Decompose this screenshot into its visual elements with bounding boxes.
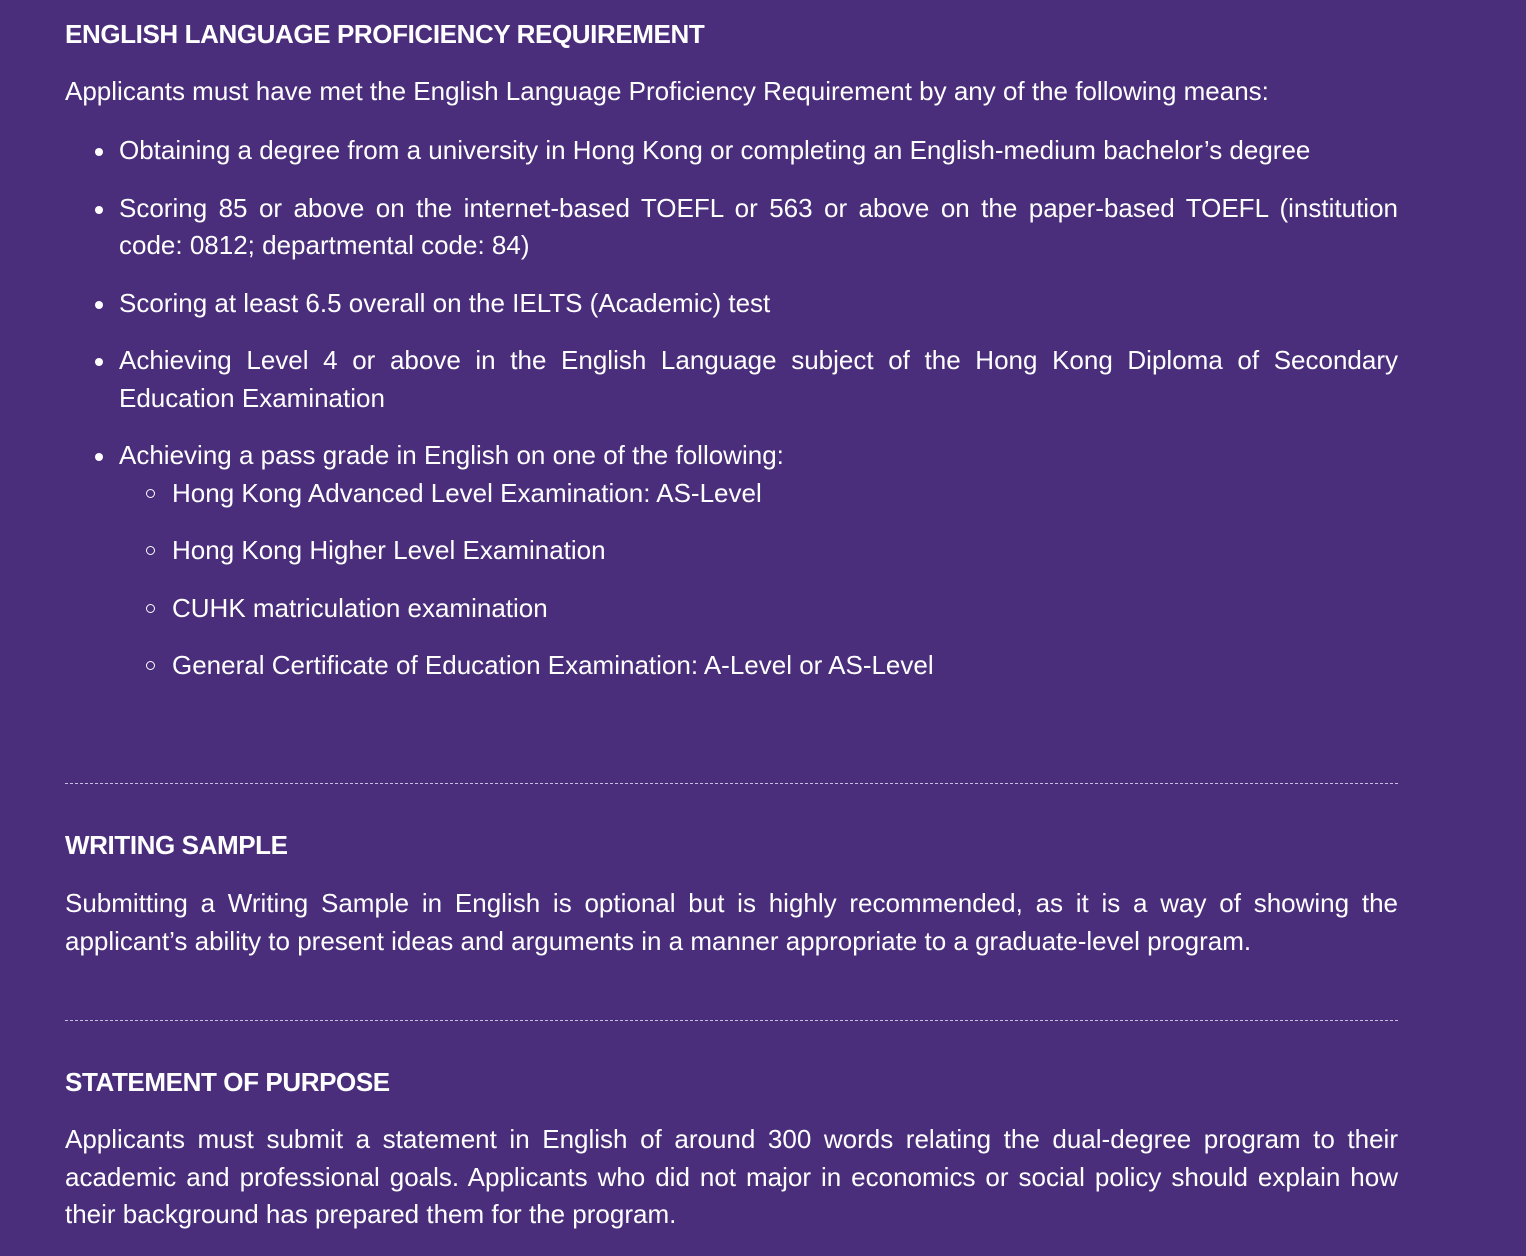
- sub-list-item-text: Hong Kong Higher Level Examination: [172, 535, 606, 565]
- bullet-icon: [95, 148, 103, 156]
- bullet-icon: [95, 301, 103, 309]
- bullet-icon: [95, 206, 103, 214]
- list-item: [119, 190, 1398, 265]
- bullet-icon: [95, 358, 103, 366]
- sub-list-item-text: General Certificate of Education Examination: A-Level or AS-Level: [172, 650, 934, 680]
- section-divider: [65, 783, 1398, 784]
- list-item-text: Achieving a pass grade in English on one of the following:: [119, 440, 784, 470]
- list-item-text: Scoring 85 or above on the internet-based TOEFL or 563 or above on the paper-based TOEFL (institution code: 0812; departmental code: 84): [119, 192, 1398, 260]
- sub-list-item-text: CUHK matriculation examination: [172, 592, 548, 623]
- list-item: [119, 342, 1398, 417]
- list-item: [119, 132, 1398, 170]
- english-requirement-list: [65, 132, 1398, 705]
- sub-list-item: [172, 532, 1398, 570]
- exam-sublist: [119, 475, 1398, 685]
- sub-list-item-text: Hong Kong Advanced Level Examination: AS-Level: [172, 477, 762, 508]
- statement-of-purpose-body: Applicants must submit a statement in English of around 300 words relating the dual-degree program to their academic and professional goals. Applicants who did not major in economics or social policy should explain how their background has prepared them for the program.: [65, 1124, 1398, 1229]
- writing-sample-body: Submitting a Writing Sample in English is optional but is highly recommended, as it is a way of showing the applicant’s ability to present ideas and arguments in a manner appropriate to a graduate-level program.: [65, 888, 1398, 956]
- statement-of-purpose-heading: STATEMENT OF PURPOSE: [65, 1067, 390, 1097]
- list-item: [119, 437, 1398, 685]
- circle-bullet-icon: [146, 661, 155, 670]
- sub-list-item: [172, 647, 1398, 685]
- writing-sample-heading: WRITING SAMPLE: [65, 830, 288, 860]
- english-requirement-heading: ENGLISH LANGUAGE PROFICIENCY REQUIREMENT: [65, 19, 705, 49]
- circle-bullet-icon: [146, 489, 155, 498]
- sub-list-item: [172, 475, 1398, 513]
- list-item: [119, 285, 1398, 323]
- list-item-text: Obtaining a degree from a university in Hong Kong or completing an English-medium bachelor’s degree: [119, 135, 1311, 165]
- bullet-icon: [95, 453, 103, 461]
- list-item-text: Achieving Level 4 or above in the English Language subject of the Hong Kong Diploma of Secondary Education Examination: [119, 345, 1398, 413]
- list-item-text: Scoring at least 6.5 overall on the IELTS (Academic) test: [119, 287, 771, 318]
- sub-list-item: [172, 590, 1398, 628]
- circle-bullet-icon: [146, 546, 155, 555]
- section-divider: [65, 1020, 1398, 1021]
- english-requirement-intro: Applicants must have met the English Language Proficiency Requirement by any of the following means:: [65, 76, 1269, 106]
- circle-bullet-icon: [146, 604, 155, 613]
